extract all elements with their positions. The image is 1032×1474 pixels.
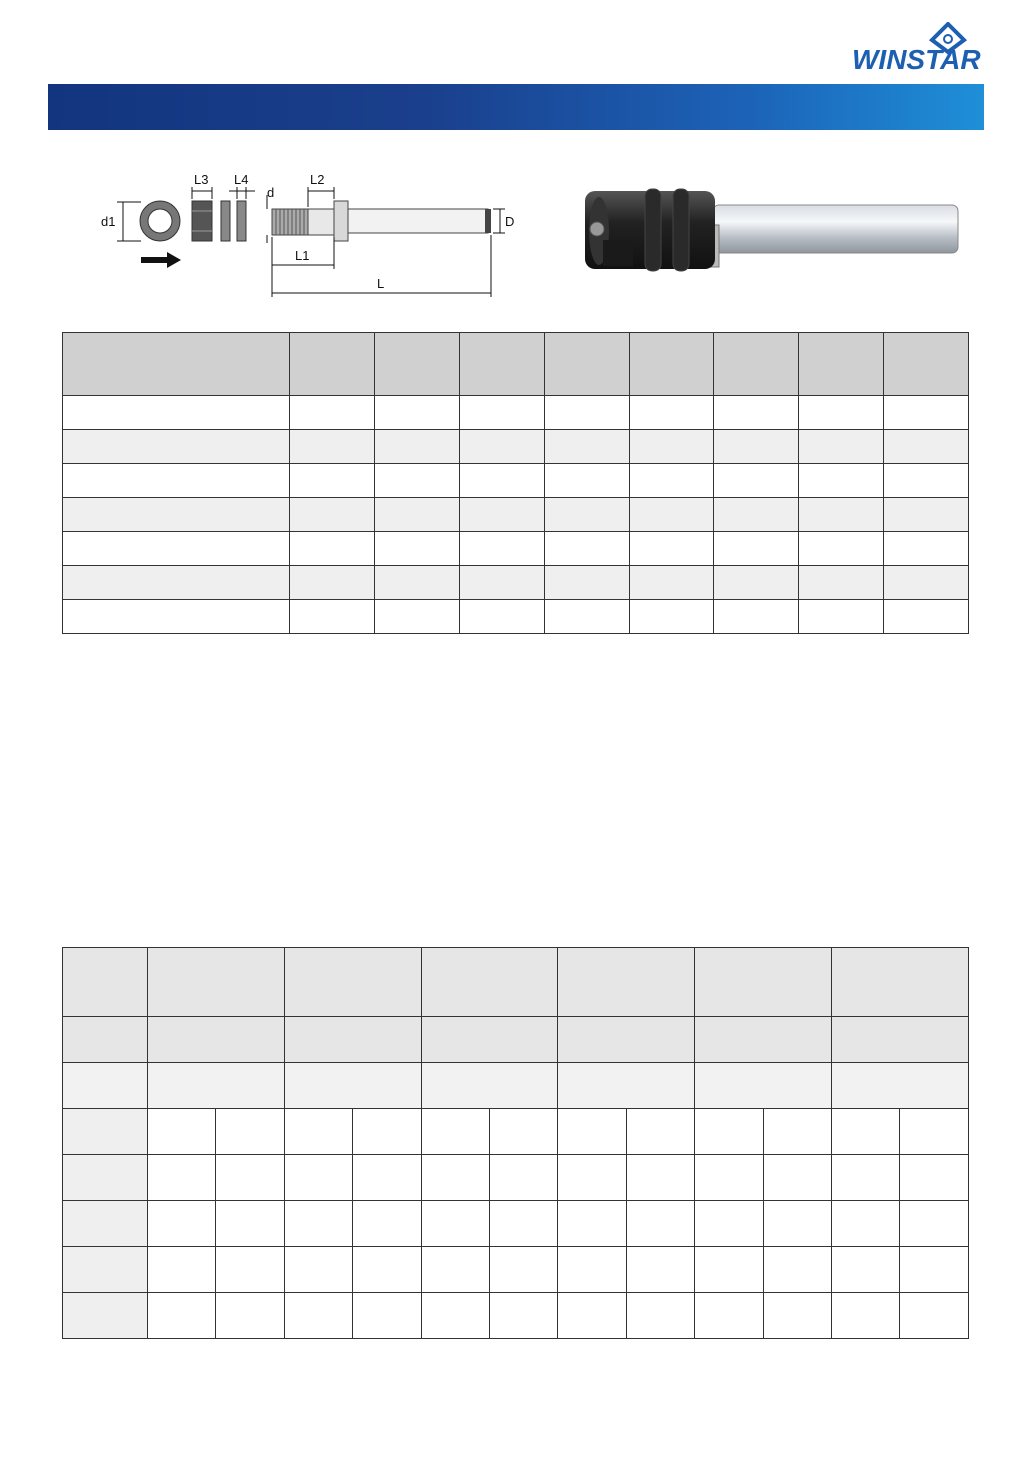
- label-L3: L3: [194, 172, 209, 187]
- header-banner: [48, 84, 984, 130]
- table-header-row: [63, 1063, 969, 1109]
- technical-drawing: [95, 165, 525, 310]
- table-row: [63, 498, 969, 532]
- table-row: [63, 396, 969, 430]
- table-row: [63, 1201, 969, 1247]
- brand-logo: [848, 22, 988, 74]
- label-L4: L4: [234, 172, 249, 187]
- table-row: [63, 1109, 969, 1155]
- spacer-icon: [237, 201, 246, 241]
- label-D: D: [505, 214, 515, 229]
- label-d1: d1: [101, 214, 116, 229]
- table-row: [63, 1155, 969, 1201]
- shank-icon: [348, 209, 488, 233]
- product-photo: [583, 185, 963, 275]
- table-row: [63, 1293, 969, 1339]
- table-row: [63, 430, 969, 464]
- table-row: [63, 464, 969, 498]
- compatibility-table: [62, 947, 969, 1339]
- nut-icon: [192, 201, 212, 241]
- spacer-icon: [221, 201, 230, 241]
- label-L: L: [377, 276, 385, 291]
- arrow-right-icon: [141, 252, 181, 268]
- label-L2: L2: [310, 172, 325, 187]
- table-row: [63, 532, 969, 566]
- table-row: [63, 566, 969, 600]
- thread-icon: [272, 209, 308, 235]
- label-d: d: [267, 185, 275, 200]
- collar-icon: [334, 201, 348, 241]
- table-header-row: [63, 948, 969, 1017]
- table-row: [63, 1247, 969, 1293]
- label-L1: L1: [295, 248, 310, 263]
- table-header-row: [63, 333, 969, 396]
- table-header-row: [63, 1017, 969, 1063]
- spec-table: [62, 332, 969, 634]
- table-row: [63, 600, 969, 634]
- brand-name: WINSTAR: [852, 44, 981, 75]
